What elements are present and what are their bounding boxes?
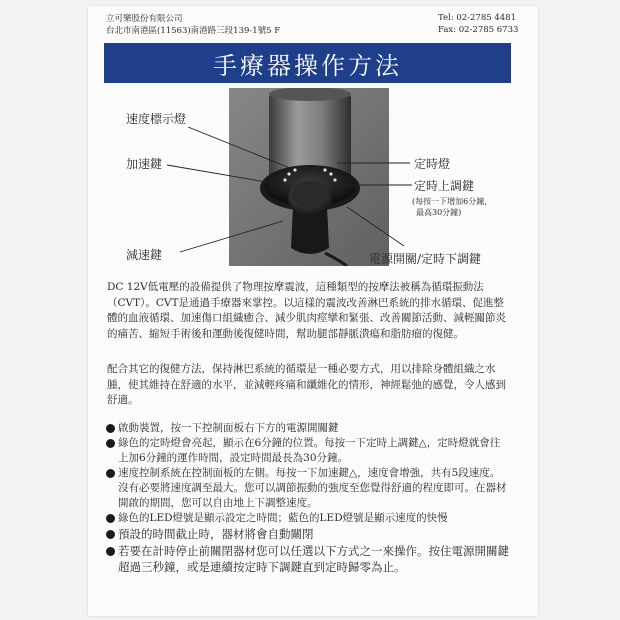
bullet-icon: [106, 514, 115, 523]
instruction-text: 啟動裝置，按一下控制面板右下方的電源開關鍵: [118, 422, 339, 434]
instruction-item: [106, 543, 510, 576]
instruction-text: 速度控制系統在控制面板的左側。每按一下加速鍵△，速度會增強，共有5段速度。沒有必要將速度調至最大。您可以調節振動的強度至您覺得舒適的程度即可。在器材開啟的期間，您可以自由地上下調整速度。: [118, 467, 507, 509]
instruction-text: 預設的時間截止時，器材將會自動關閉: [118, 527, 314, 541]
bullet-icon: [106, 469, 115, 478]
device-photo: [229, 88, 389, 266]
instruction-text: 若要在計時停止前關閉器材您可以任選以下方式之一來操作。按住電源開關鍵超過三秒鐘，或是連續按定時下調鍵直到定時歸零為止。: [118, 543, 509, 574]
instruction-item: [106, 466, 510, 511]
label-timer-up-key: 定時上調鍵: [414, 179, 475, 193]
bullet-icon: [106, 424, 115, 433]
intro-paragraph: DC 12V低電壓的設備提供了物理按摩震波，這種類型的按摩法被稱為循環振動法（CVT）。CVT是通過手療器來掌控。以這樣的震波改善淋巴系統的排水循環、促進整體的血液循環、加速傷口組織癒合、減少肌肉痙攣和緊張、改善關節活動、減輕關節炎的痛苦、縮短手術後和運動後復健時間，幫助腿部靜脈潰瘍和脂肪瘤的復健。: [107, 281, 506, 340]
instruction-list: [106, 421, 510, 576]
instruction-item: [106, 421, 510, 436]
label-timer-up-note-2: 最高30分鐘): [416, 208, 462, 217]
page-title: 手療器操作方法: [213, 51, 402, 80]
company-tel: Tel: 02-2785 4481: [438, 13, 516, 23]
label-timer-light: 定時燈: [414, 157, 451, 171]
label-timer-up-note-1: (每按一下增加6分鐘，: [412, 197, 493, 206]
title-banner: [104, 43, 511, 83]
label-speed-indicator: 速度標示燈: [126, 112, 187, 126]
company-name: 立可樂股份有限公司: [106, 14, 183, 24]
bullet-icon: [106, 439, 115, 448]
bullet-icon: [106, 547, 115, 556]
bullet-icon: [106, 530, 115, 539]
company-address: 台北市南港區(11563)南港路三段139-1號5 F: [106, 26, 281, 36]
label-decelerate-key: 減速鍵: [126, 248, 163, 262]
instruction-text: 綠色的LED燈號是顯示設定之時間；藍色的LED燈號是顯示速度的快慢: [118, 512, 448, 524]
company-fax: Fax: 02-2785 6733: [438, 25, 519, 35]
instruction-item: [106, 511, 510, 526]
instruction-text: 綠色的定時燈會亮起，顯示在6分鐘的位置。每按一下定時上調鍵△，定時燈就會往上加6分鐘的運作時間，設定時間最長為30分鐘。: [118, 437, 501, 464]
label-power-timer-down-key: 電源開關/定時下調鍵: [369, 252, 482, 266]
label-accelerate-key: 加速鍵: [126, 157, 163, 171]
secondary-paragraph: 配合其它的復健方法，保持淋巴系統的循環是一種必要方式，用以排除身體組織之水腫，使其維持在舒適的水平，並減輕疼痛和纖維化的情形，神經鬆弛的感覺，令人感到舒適。: [107, 363, 506, 406]
instruction-item: [106, 436, 510, 466]
instruction-item: [106, 526, 510, 543]
